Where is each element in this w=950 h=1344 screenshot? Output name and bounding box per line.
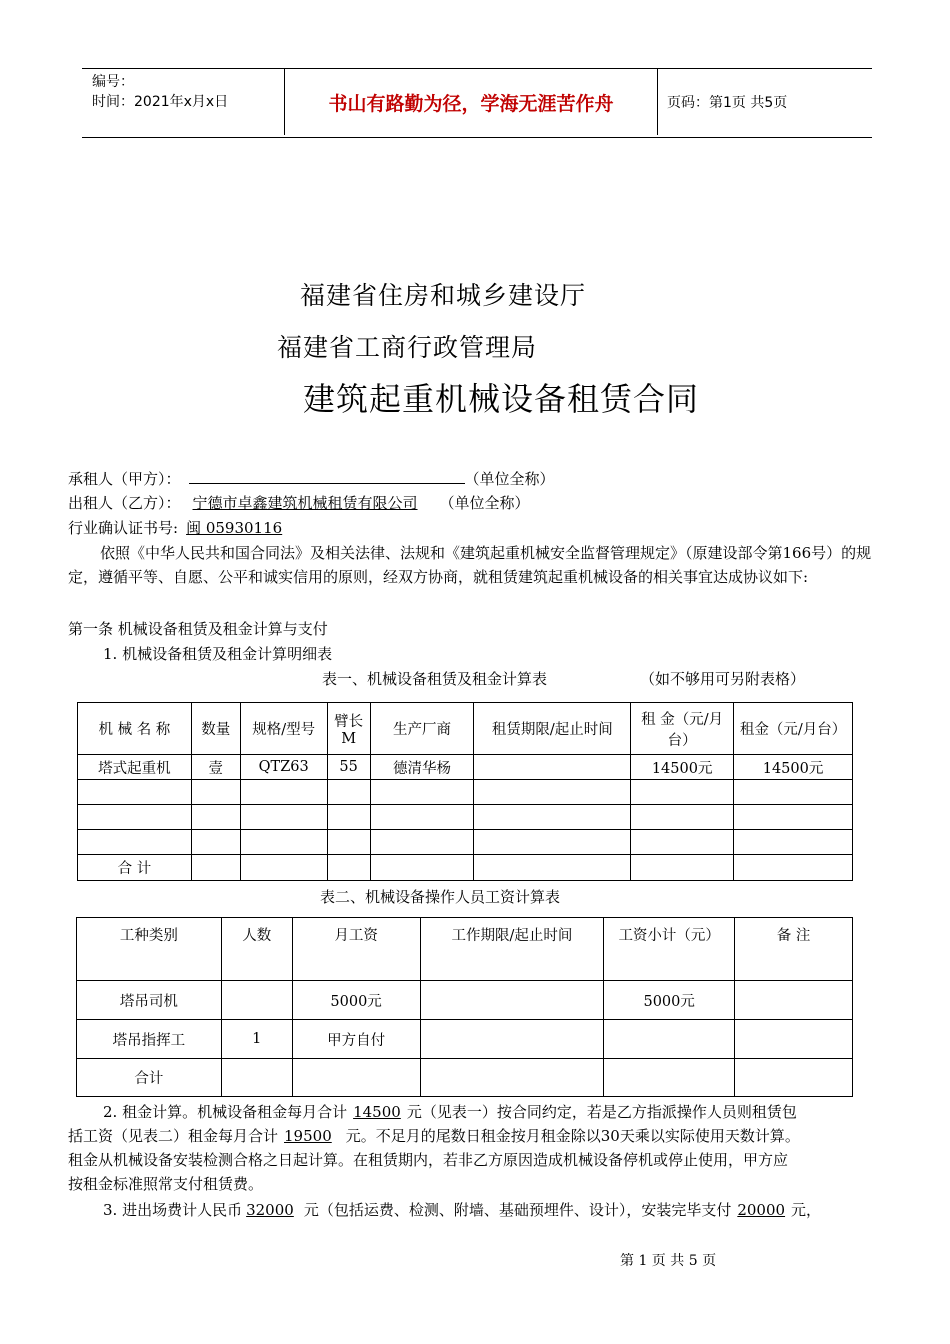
table-cell: 塔吊司机	[77, 981, 222, 1020]
table-cell	[631, 805, 734, 830]
lessor-label: 出租人（乙方）：	[68, 494, 181, 512]
table-row	[78, 805, 853, 830]
table-cell	[474, 855, 631, 881]
table-cell	[327, 805, 370, 830]
lessee-note: （单位全称）	[464, 470, 555, 488]
header-cell: 生产厂商	[370, 703, 474, 755]
lessee-label: 承租人（甲方）：	[68, 470, 181, 488]
table-cell	[191, 830, 240, 855]
table-cell	[420, 981, 604, 1020]
item2-text-3: 括工资（见表二）租金每月合计	[68, 1127, 279, 1145]
table-cell	[370, 855, 474, 881]
table-cell	[327, 830, 370, 855]
rental-table	[77, 702, 853, 881]
header-cell: 数量	[191, 703, 240, 755]
table-cell	[631, 855, 734, 881]
table-cell: 壹	[191, 755, 240, 780]
item-1-heading: 1. 机械设备租赁及租金计算明细表	[103, 645, 333, 663]
header-cell: 工种类别	[77, 918, 222, 981]
header-cell: 规格/型号	[240, 703, 327, 755]
table-cell	[327, 855, 370, 881]
certificate-value: 闽 05930116	[186, 519, 283, 537]
lessor-value: 宁德市卓鑫建筑机械租赁有限公司	[192, 494, 418, 512]
table-cell: 14500元	[734, 755, 853, 780]
table-total-row	[78, 855, 853, 881]
table-cell	[240, 855, 327, 881]
monthly-rent-value: 14500	[353, 1103, 401, 1121]
lessee-blank	[189, 467, 465, 484]
table-cell	[735, 1020, 853, 1059]
table-cell	[78, 830, 192, 855]
table-total-row	[77, 1059, 853, 1097]
table-cell	[370, 780, 474, 805]
table-cell	[474, 805, 631, 830]
lessor-note: （单位全称）	[439, 494, 530, 512]
item3-text-3: 元，	[791, 1201, 822, 1219]
header-cell: 租金（元/月台）	[734, 703, 853, 755]
table-cell: 5000元	[604, 981, 735, 1020]
table-cell	[191, 805, 240, 830]
contract-title: 建筑起重机械设备租赁合同	[303, 380, 700, 418]
table-cell: 德清华杨	[370, 755, 474, 780]
table-row	[78, 755, 853, 780]
table-cell	[370, 805, 474, 830]
table-cell: 塔吊指挥工	[77, 1020, 222, 1059]
table-cell	[240, 780, 327, 805]
table-cell	[734, 780, 853, 805]
table-cell	[327, 780, 370, 805]
table-cell	[370, 830, 474, 855]
header-cell: 月工资	[292, 918, 420, 981]
table-cell	[191, 855, 240, 881]
page-footer: 第 1 页 共 5 页	[620, 1253, 717, 1269]
certificate-label: 行业确认证书号:	[68, 519, 179, 537]
table-cell	[240, 830, 327, 855]
document-time-label: 时间：2021年x月x日	[92, 94, 229, 110]
monthly-total-value: 19500	[284, 1127, 332, 1145]
item2-text-4: 元。不足月的尾数日租金按月租金除以30天乘以实际使用天数计算。	[345, 1127, 800, 1145]
title-department-2: 福建省工商行政管理局	[277, 333, 538, 362]
table-cell	[604, 1020, 735, 1059]
table-cell	[735, 981, 853, 1020]
document-number-label: 编号：	[92, 74, 134, 90]
total-label: 合 计	[78, 855, 192, 881]
certificate-line	[68, 517, 296, 539]
item2-text-5: 租金从机械设备安装检测合格之日起计算。在租赁期内，若非乙方原因造成机械设备停机或停止使用，甲方应	[68, 1151, 789, 1169]
table-cell: 塔式起重机	[78, 755, 192, 780]
table-cell	[420, 1020, 604, 1059]
installation-payment-value: 20000	[737, 1201, 786, 1219]
header-meta	[82, 69, 284, 137]
item2-text-1: 2. 租金计算。机械设备租金每月合计	[103, 1103, 348, 1121]
item2-text-6: 按租金标准照常支付租赁费。	[68, 1175, 264, 1193]
table-cell	[191, 780, 240, 805]
item-2-line-2	[68, 1125, 800, 1147]
total-label: 合计	[77, 1059, 222, 1097]
table-cell	[734, 805, 853, 830]
header-motto: 书山有路勤为径，学海无涯苦作舟	[284, 69, 658, 135]
table-cell	[292, 1059, 420, 1097]
header-cell: 工作期限/起止时间	[420, 918, 604, 981]
header-cell: 租 金（元/月台）	[631, 703, 734, 755]
table-cell	[420, 1059, 604, 1097]
header-cell: 备 注	[735, 918, 853, 981]
article-1-heading: 第一条 机械设备租赁及租金计算与支付	[68, 620, 328, 638]
table-cell	[240, 805, 327, 830]
table-cell: 55	[327, 755, 370, 780]
intro-paragraph: 依照《中华人民共和国合同法》及相关法律、法规和《建筑起重机械安全监督管理规定》（原建设部令第166号）的规定，遵循平等、自愿、公平和诚实信用的原则，经双方协商，就租赁建筑起重机械设备的相关事宜达成协议如下:	[68, 544, 872, 586]
header-cell: 人数	[221, 918, 292, 981]
item-2-line-1	[103, 1101, 797, 1123]
header-cell: 臂长M	[327, 703, 370, 755]
item3-text-2: 元（包括运费、检测、附墙、基础预埋件、设计），安装完毕支付	[303, 1201, 732, 1219]
table-cell: 1	[221, 1020, 292, 1059]
table-cell	[221, 1059, 292, 1097]
header-cell: 租赁期限/起止时间	[474, 703, 631, 755]
entry-fee-value: 32000	[246, 1201, 294, 1219]
table-cell	[735, 1059, 853, 1097]
table-cell	[734, 830, 853, 855]
table-cell	[474, 830, 631, 855]
table1-caption: 表一、机械设备租赁及租金计算表	[322, 670, 548, 688]
title-department-1: 福建省住房和城乡建设厅	[300, 281, 587, 310]
table2-caption: 表二、机械设备操作人员工资计算表	[320, 888, 561, 906]
table-cell	[474, 780, 631, 805]
table-cell	[78, 805, 192, 830]
table-cell	[734, 855, 853, 881]
table-cell	[221, 981, 292, 1020]
item-3-line	[103, 1199, 821, 1221]
table-cell	[631, 780, 734, 805]
header-cell: 机 械 名 称	[78, 703, 192, 755]
wage-table	[76, 917, 853, 1097]
table-header-row	[78, 703, 853, 755]
table-cell: 14500元	[631, 755, 734, 780]
table-cell: QTZ63	[240, 755, 327, 780]
item2-text-2: 元（见表一）按合同约定，若是乙方指派操作人员则租赁包	[406, 1103, 797, 1121]
table-cell	[474, 755, 631, 780]
table-cell	[631, 830, 734, 855]
lessor-line	[68, 492, 530, 514]
item3-text-1: 3. 进出场费计人民币	[103, 1201, 243, 1219]
table-cell	[604, 1059, 735, 1097]
table1-caption-note: （如不够用可另附表格）	[640, 670, 806, 688]
lessee-line	[68, 467, 555, 490]
header-page-info: 页码：第1页 共5页	[667, 95, 788, 111]
table-row	[77, 981, 853, 1020]
document-header	[82, 68, 872, 138]
table-header-row	[77, 918, 853, 981]
table-cell	[78, 780, 192, 805]
table-cell: 甲方自付	[292, 1020, 420, 1059]
table-row	[78, 830, 853, 855]
header-cell: 工资小计（元）	[604, 918, 735, 981]
table-row	[78, 780, 853, 805]
table-row	[77, 1020, 853, 1059]
table-cell: 5000元	[292, 981, 420, 1020]
